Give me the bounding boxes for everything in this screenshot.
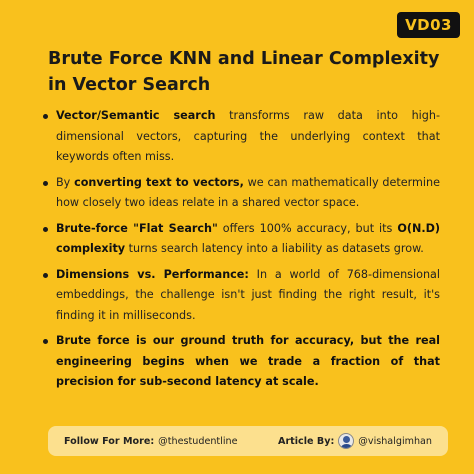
bullet-text: Brute force is our ground truth for accuracy, but the real engineering begins when we trade a fraction of that precision for sub-second latency at scale. bbox=[56, 334, 440, 388]
follow-label: Follow For More: bbox=[64, 435, 155, 447]
bullet-bold: Brute-force "Flat Search" bbox=[56, 221, 218, 235]
bullet-text: turns search latency into a liability as datasets grow. bbox=[125, 242, 424, 255]
bullet-bold: Vector/Semantic search bbox=[56, 109, 216, 122]
bullet-text: we can mathematically determine how closely two ideas relate in a shared vector space. bbox=[56, 175, 440, 209]
bullet-text: transforms raw data into high-dimensional vectors, capturing the underlying context that keywords often miss. bbox=[56, 109, 440, 163]
bullet-bold: Dimensions vs. Performance: bbox=[56, 267, 249, 281]
slide-badge: VD03 bbox=[397, 12, 460, 38]
bullet-text: offers 100% accuracy, but its bbox=[217, 221, 398, 235]
author-avatar-icon bbox=[338, 433, 354, 449]
bullet-bold: O(N.D) complexity bbox=[56, 221, 440, 255]
bullet-item bbox=[40, 331, 440, 393]
bullet-item bbox=[40, 265, 440, 327]
article-group bbox=[278, 433, 432, 449]
footer-bar bbox=[48, 426, 448, 456]
follow-group bbox=[64, 436, 238, 447]
follow-handle[interactable]: @thestudentline bbox=[158, 435, 238, 447]
article-handle[interactable]: @vishalgimhan bbox=[358, 435, 432, 447]
bullet-item bbox=[40, 219, 440, 260]
bullet-item bbox=[40, 106, 440, 168]
bullet-item bbox=[40, 173, 440, 214]
article-label: Article By: bbox=[278, 435, 335, 447]
bullet-text: In a world of 768-dimensional embeddings, the challenge isn't just finding the right result, it's finding it in milliseconds. bbox=[56, 267, 440, 322]
page-title: Brute Force KNN and Linear Complexity in Vector Search bbox=[48, 49, 440, 95]
bullet-bold: converting text to vectors, bbox=[74, 175, 244, 189]
bullet-text: By bbox=[56, 175, 75, 189]
bullet-list bbox=[40, 106, 440, 398]
